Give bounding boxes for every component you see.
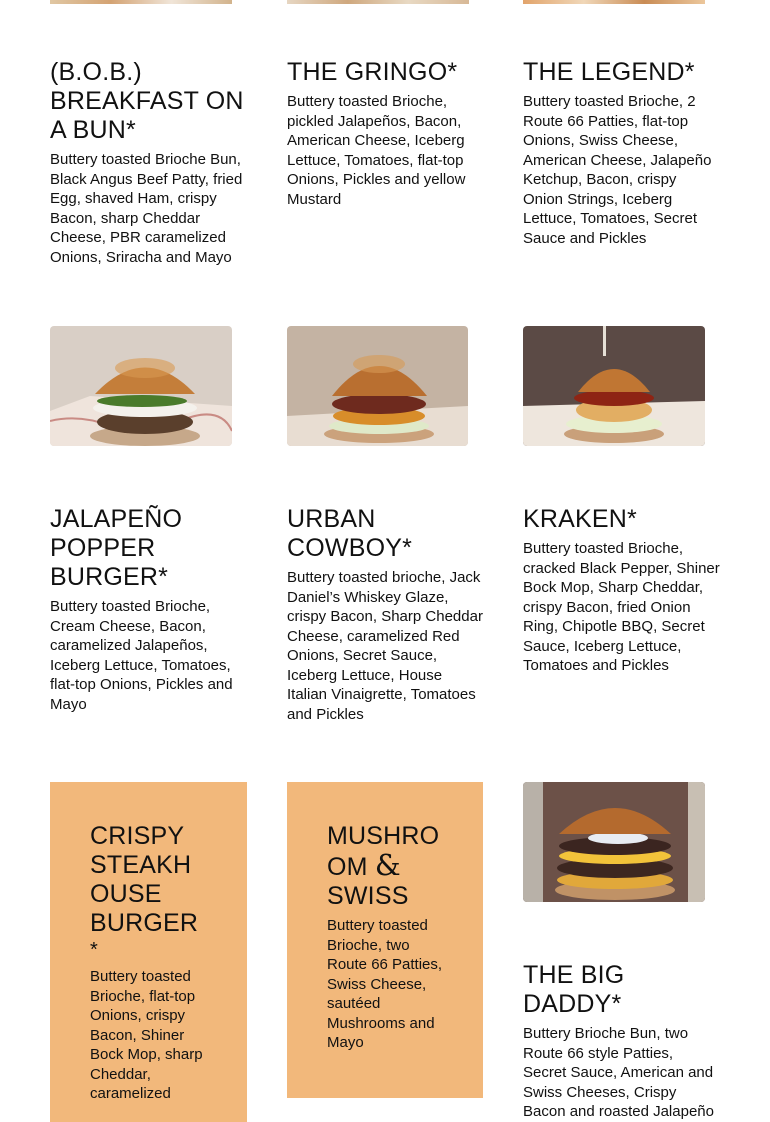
menu-item-description: Buttery toasted Brioche, flat-top Onions, crispy Bacon, Shiner Bock Mop, sharp Cheddar, caramelized [90, 968, 203, 1102]
menu-item-jalapeno-popper [50, 505, 250, 714]
burger-photo-legend[interactable] [523, 0, 705, 4]
menu-item-gringo [287, 58, 485, 209]
burger-photo-big-daddy[interactable] [523, 782, 705, 902]
menu-item-bob [50, 58, 250, 267]
menu-item-description: Buttery toasted brioche, Jack Daniel’s Whiskey Glaze, crispy Bacon, Sharp Cheddar Cheese, caramelized Red Onions, Secret Sauce, Iceberg Lettuce, House Italian Vinaigrette, Tomatoes and Pickles [287, 569, 483, 723]
menu-item-big-daddy [523, 961, 720, 1122]
menu-item-urban-cowboy [287, 505, 485, 724]
menu-item-description: Buttery Brioche Bun, two Route 66 style Patties, Secret Sauce, American and Swiss Cheeses, Crispy Bacon and roasted Jalapeño [523, 1025, 714, 1120]
menu-item-description: Buttery toasted Brioche, pickled Jalapeños, Bacon, American Cheese, Iceberg Lettuce, Tomatoes, flat-top Onions, Pickles and yellow Mustard [287, 93, 466, 208]
menu-item-title: THE GRINGO* [287, 58, 458, 86]
menu-item-title: THE BIG DADDY* [523, 961, 625, 1018]
burger-photo-urban-cowboy[interactable] [287, 326, 468, 446]
menu-item-title: THE LEGEND* [523, 58, 695, 86]
menu-item-title: (B.O.B.) BREAKFAST ON A BUN* [50, 58, 244, 144]
burger-photo-bob[interactable] [50, 0, 232, 4]
menu-item-description: Buttery toasted Brioche, 2 Route 66 Patties, flat-top Onions, Swiss Cheese, American Cheese, Jalapeño Ketchup, Bacon, crispy Onion Strings, Iceberg Lettuce, Tomatoes, Secret Sauce and Pickles [523, 93, 712, 247]
menu-item-title: MUSHRO OM & SWISS [327, 822, 440, 910]
menu-item-title: URBAN COWBOY* [287, 505, 413, 562]
menu-item-title: CRISPY STEAKH OUSE BURGER * [90, 822, 199, 961]
menu-item-description: Buttery toasted Brioche Bun, Black Angus Beef Patty, fried Egg, shaved Ham, crispy Bacon, sharp Cheddar Cheese, PBR caramelized Onions, Sriracha and Mayo [50, 151, 243, 266]
burger-photo-kraken[interactable] [523, 326, 705, 446]
menu-item-title: JALAPEÑO POPPER BURGER* [50, 505, 183, 591]
menu-item-description: Buttery toasted Brioche, two Route 66 Patties, Swiss Cheese, sautéed Mushrooms and Mayo [327, 917, 443, 1051]
menu-item-description: Buttery toasted Brioche, cracked Black Pepper, Shiner Bock Mop, Sharp Cheddar, crispy Bacon, fried Onion Ring, Chipotle BBQ, Secret Sauce, Iceberg Lettuce, Tomatoes and Pickles [523, 540, 720, 674]
menu-item-title: KRAKEN* [523, 505, 637, 533]
menu-item-legend [523, 58, 720, 248]
menu-item-description: Buttery toasted Brioche, Cream Cheese, Bacon, caramelized Jalapeños, Iceberg Lettuce, Tomatoes, flat-top Onions, Pickles and Mayo [50, 598, 233, 713]
menu-item-kraken [523, 505, 720, 676]
burger-photo-gringo[interactable] [287, 0, 469, 4]
menu-card-crispy-steakhouse[interactable] [50, 782, 247, 1122]
burger-photo-jalapeno-popper[interactable] [50, 326, 232, 446]
menu-card-mushroom-swiss[interactable] [287, 782, 483, 1098]
